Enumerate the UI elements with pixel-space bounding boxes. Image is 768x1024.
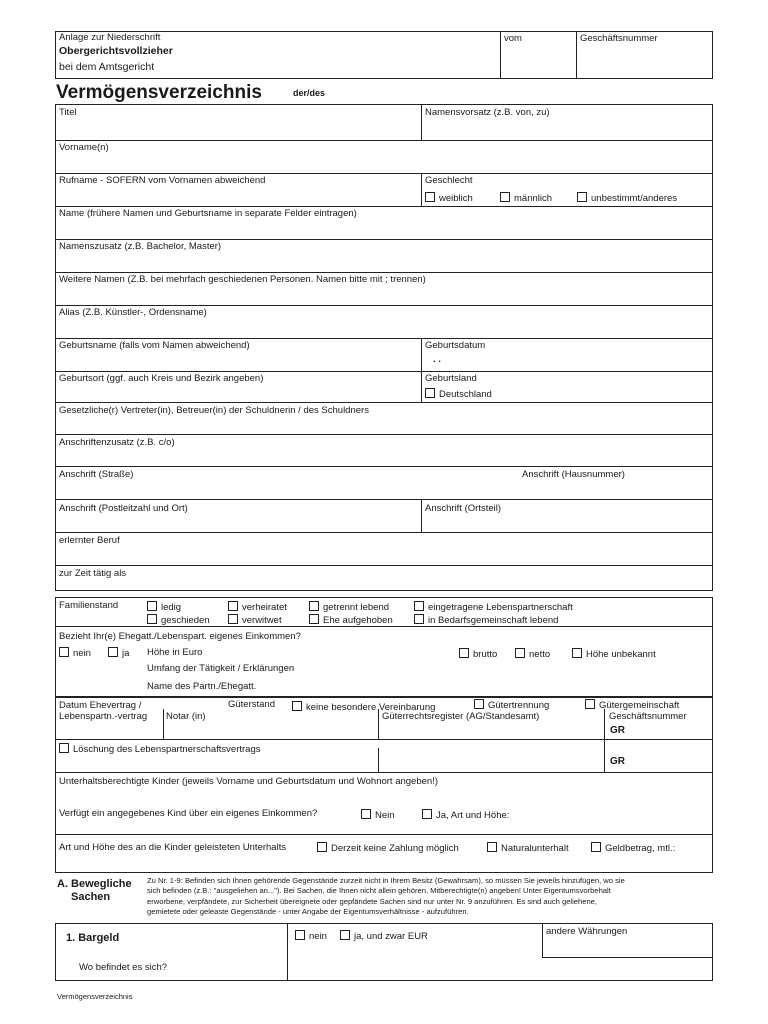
footer-label: Vermögensverzeichnis [57, 992, 133, 1001]
checkbox-label: geschieden [161, 615, 210, 626]
label-gueterrechtsregister: Güterrechtsregister (AG/Standesamt) [382, 711, 540, 722]
anschrift-ortsteil-field[interactable] [422, 515, 712, 531]
namenszusatz-field[interactable] [56, 253, 712, 271]
col-line [421, 173, 422, 206]
checkbox-einkommen-ja[interactable] [108, 647, 129, 659]
label-gr-1: GR [610, 725, 625, 736]
checkbox-label: Geldbetrag, mtl.: [605, 843, 676, 854]
checkbox-square [309, 614, 319, 624]
label-alias: Alias (Z.B. Künstler-, Ordensname) [59, 307, 207, 318]
checkbox-label: Deutschland [439, 389, 492, 400]
weitere-namen-field[interactable] [56, 286, 712, 304]
label-anschrift-hausnummer: Anschrift (Hausnummer) [522, 469, 625, 480]
checkbox-label: eingetragene Lebenspartnerschaft [428, 602, 573, 613]
label-name: Name (frühere Namen und Geburtsname in separate Felder eintragen) [59, 208, 357, 219]
anschrift-strasse-field[interactable] [56, 481, 712, 498]
checkbox-lebenspartnerschaft[interactable] [414, 601, 573, 613]
col-line [604, 709, 605, 773]
children-box [55, 773, 713, 873]
checkbox-square [317, 842, 327, 852]
row-line [55, 338, 713, 339]
row-line [55, 402, 713, 403]
checkbox-square [340, 930, 350, 940]
label-geschlecht: Geschlecht [425, 175, 473, 186]
label-einkommen-frage: Bezieht Ihr(e) Ehegatt./Lebenspart. eigenes Einkommen? [59, 631, 301, 642]
checkbox-label: in Bedarfsgemeinschaft lebend [428, 615, 559, 626]
checkbox-bargeld-ja[interactable] [340, 930, 428, 942]
header-office: Obergerichtsvollzieher [59, 45, 173, 57]
label-unterhalt: Art und Höhe des an die Kinder geleisteten Unterhalts [59, 842, 287, 853]
checkbox-label: ja, und zwar EUR [354, 931, 428, 942]
checkbox-geschieden[interactable] [147, 614, 210, 626]
checkbox-label: netto [529, 649, 551, 660]
label-datum-ehevertrag: Datum Ehevertrag / [59, 700, 142, 711]
checkbox-square [572, 648, 582, 658]
checkbox-label: Höhe unbekannt [586, 649, 656, 660]
label-anschrift-ortsteil: Anschrift (Ortsteil) [425, 503, 502, 514]
section-a-title-2: Sachen [71, 891, 111, 903]
checkbox-label: verheiratet [242, 602, 287, 613]
checkbox-square [59, 647, 69, 657]
label-wo-befindet: Wo befindet es sich? [79, 962, 168, 973]
col-line [542, 923, 543, 957]
checkbox-square [147, 601, 157, 611]
checkbox-square [591, 842, 601, 852]
row-line [55, 305, 713, 306]
row-line [55, 371, 713, 372]
row-line [55, 140, 713, 141]
checkbox-square [59, 743, 69, 753]
label-geburtsort: Geburtsort (ggf. auch Kreis und Bezirk angeben) [59, 373, 264, 384]
label-geburtsdatum: Geburtsdatum [425, 340, 486, 351]
vertreter-field[interactable] [56, 417, 712, 433]
checkbox-label: Gütertrennung [488, 700, 550, 711]
geburtsname-field[interactable] [56, 352, 420, 370]
checkbox-label: männlich [514, 193, 553, 204]
checkbox-label: ja [122, 648, 130, 659]
checkbox-square [228, 601, 238, 611]
checkbox-square [500, 192, 510, 202]
row-line [55, 834, 713, 835]
checkbox-verheiratet[interactable] [228, 601, 287, 613]
row-line [55, 466, 713, 467]
checkbox-getrennt[interactable] [309, 601, 389, 613]
checkbox-square [425, 388, 435, 398]
row-line [55, 239, 713, 240]
checkbox-bedarfsgemeinschaft[interactable] [414, 614, 558, 626]
checkbox-maennlich[interactable] [500, 192, 552, 204]
checkbox-ehe-aufgehoben[interactable] [309, 614, 393, 626]
section-a-note-2: sich befinden (z.B.: "ausgeliehen an..."). Bei Sachen, die Ihnen nicht allein gehören, Mitberechtigte(n) angeben! Unter Eigentumsvorbehalt [147, 886, 611, 895]
rufname-field[interactable] [56, 187, 420, 205]
checkbox-label: Löschung des Lebenspartnerschaftsvertrags [73, 744, 261, 755]
checkbox-square [425, 192, 435, 202]
row-line [55, 739, 713, 740]
checkbox-square [422, 809, 432, 819]
header-divider-2 [576, 31, 577, 79]
checkbox-label: brutto [473, 649, 498, 660]
checkbox-hoehe-unbekannt[interactable] [572, 648, 656, 660]
header-vom: vom [504, 33, 522, 44]
checkbox-kind-ja[interactable] [422, 809, 509, 821]
geburtsdatum-dots[interactable]: . . [433, 354, 441, 365]
row-line [55, 565, 713, 566]
checkbox-derzeit-keine[interactable] [317, 842, 459, 854]
checkbox-label: Ja, Art und Höhe: [436, 810, 510, 821]
label-anschriftenzusatz: Anschriftenzusatz (z.B. c/o) [59, 437, 175, 448]
geburtsort-field[interactable] [56, 385, 420, 401]
namensvorsatz-field[interactable] [422, 119, 712, 139]
checkbox-geldbetrag[interactable] [591, 842, 675, 854]
checkbox-square [515, 648, 525, 658]
label-weitere-namen: Weitere Namen (Z.B. bei mehrfach geschiedenen Personen. Namen bitte mit ; trennen) [59, 274, 426, 285]
checkbox-square [414, 601, 424, 611]
beruf-field[interactable] [56, 547, 712, 564]
label-titel: Titel [59, 107, 77, 118]
checkbox-ledig[interactable] [147, 601, 181, 613]
checkbox-brutto[interactable] [459, 648, 497, 660]
checkbox-bargeld-nein[interactable] [295, 930, 327, 942]
label-familienstand: Familienstand [59, 600, 119, 611]
checkbox-label: Naturalunterhalt [501, 843, 569, 854]
checkbox-deutschland[interactable] [425, 388, 492, 400]
checkbox-square [474, 699, 484, 709]
label-hoehe: Höhe in Euro [147, 647, 203, 658]
bargeld-amount-field[interactable] [288, 945, 541, 980]
label-notar: Notar (in) [166, 711, 206, 722]
checkbox-square [228, 614, 238, 624]
row-line [55, 206, 713, 207]
checkbox-square [309, 601, 319, 611]
checkbox-netto[interactable] [515, 648, 550, 660]
header-divider-1 [500, 31, 501, 79]
checkbox-kind-nein[interactable] [361, 809, 395, 821]
label-geburtsland: Geburtsland [425, 373, 477, 384]
label-beruf: erlernter Beruf [59, 535, 120, 546]
row-line [542, 957, 713, 958]
header-geschaeftsnummer: Geschäftsnummer [580, 33, 658, 44]
checkbox-square [361, 809, 371, 819]
checkbox-label: unbestimmt/anderes [591, 193, 678, 204]
header-anlage: Anlage zur Niederschrift [59, 32, 161, 43]
row-line [55, 434, 713, 435]
checkbox-label: weiblich [439, 193, 473, 204]
checkbox-naturalunterhalt[interactable] [487, 842, 569, 854]
checkbox-weiblich[interactable] [425, 192, 473, 204]
label-umfang: Umfang der Tätigkeit / Erklärungen [147, 663, 295, 674]
checkbox-label: Nein [375, 810, 395, 821]
label-namenszusatz: Namenszusatz (z.B. Bachelor, Master) [59, 241, 222, 252]
page-title-suffix: der/des [293, 88, 326, 98]
label-anschrift-strasse: Anschrift (Straße) [59, 469, 134, 480]
anschrift-plz-field[interactable] [56, 515, 420, 531]
bargeld-title: 1. Bargeld [66, 932, 120, 944]
checkbox-square [292, 701, 302, 711]
label-geburtsname: Geburtsname (falls vom Namen abweichend) [59, 340, 250, 351]
label-andere-waehrungen: andere Währungen [546, 926, 628, 937]
label-gueterstand: Güterstand [228, 699, 275, 710]
row-line [55, 173, 713, 174]
checkbox-einkommen-nein[interactable] [59, 647, 91, 659]
checkbox-square [585, 699, 595, 709]
label-namensvorsatz: Namensvorsatz (z.B. von, zu) [425, 107, 550, 118]
col-line [378, 709, 379, 739]
checkbox-label: verwitwet [242, 615, 282, 626]
checkbox-label: Gütergemeinschaft [599, 700, 680, 711]
col-line [421, 338, 422, 402]
label-kinder-frage: Verfügt ein angegebenes Kind über ein eigenes Einkommen? [59, 808, 318, 819]
section-a-note-1: Zu Nr. 1-9: Befinden sich Ihnen gehörende Gegenstände zurzeit nicht in Ihrem Besitz (Gewahrsam), so müssen Sie jeweils hinzufügen, wo sie [147, 876, 625, 885]
checkbox-guetertrennung[interactable] [474, 699, 549, 711]
checkbox-label: getrennt lebend [323, 602, 390, 613]
header-court: bei dem Amtsgericht [59, 61, 155, 73]
titel-field[interactable] [56, 119, 420, 139]
checkbox-square [414, 614, 424, 624]
checkbox-guetergemeinschaft[interactable] [585, 699, 679, 711]
row-line [55, 272, 713, 273]
label-vorname: Vorname(n) [59, 142, 109, 153]
checkbox-label: nein [309, 931, 327, 942]
taetig-field[interactable] [56, 580, 712, 590]
row-line [55, 697, 713, 698]
label-gr-2: GR [610, 756, 625, 767]
row-line [55, 532, 713, 533]
checkbox-label: Derzeit keine Zahlung möglich [331, 843, 459, 854]
section-a-title: A. Bewegliche [57, 878, 132, 890]
label-lebenspartn-vertrag: Lebenspartn.-vertrag [59, 711, 148, 722]
checkbox-label: ledig [161, 602, 182, 613]
vorname-field[interactable] [56, 154, 712, 172]
col-line [163, 709, 164, 739]
checkbox-square [108, 647, 118, 657]
label-ehevertrag-geschaeftsnummer: Geschäftsnummer [609, 711, 687, 722]
checkbox-square [459, 648, 469, 658]
checkbox-square [295, 930, 305, 940]
checkbox-label: nein [73, 648, 91, 659]
label-rufname: Rufname - SOFERN vom Vornamen abweichend [59, 175, 266, 186]
col-line [378, 748, 379, 773]
anschriftenzusatz-field[interactable] [56, 449, 712, 465]
alias-field[interactable] [56, 319, 712, 337]
checkbox-loeschung[interactable] [59, 743, 260, 755]
checkbox-label: keine besondere Vereinbarung [306, 702, 436, 713]
page-title: Vermögensverzeichnis [56, 82, 262, 103]
label-vertreter: Gesetzliche(r) Vertreter(in), Betreuer(in) der Schuldnerin / des Schuldners [59, 405, 369, 416]
label-kinder: Unterhaltsberechtigte Kinder (jeweils Vorname und Geburtsdatum und Wohnort angeben!) [59, 776, 438, 787]
label-name-partner: Name des Partn./Ehegatt. [147, 681, 257, 692]
checkbox-verwitwet[interactable] [228, 614, 282, 626]
checkbox-square [487, 842, 497, 852]
checkbox-square [577, 192, 587, 202]
section-a-note-4: gemietete oder geleaste Gegenstände - unter Angabe der Eigentumsverhältnisse - aufzuführen. [147, 907, 469, 916]
name-field[interactable] [56, 220, 712, 238]
section-a-note-3: erworbene, verpfändete, zur Sicherheit übereignete oder gepfändete Sachen sind nur unter Nr. 9 anzuführen. Es sind auch geliehene, [147, 897, 598, 906]
checkbox-unbestimmt[interactable] [577, 192, 677, 204]
label-taetig: zur Zeit tätig als [59, 568, 127, 579]
row-line [55, 499, 713, 500]
label-anschrift-plz: Anschrift (Postleitzahl und Ort) [59, 503, 188, 514]
checkbox-square [147, 614, 157, 624]
checkbox-label: Ehe aufgehoben [323, 615, 393, 626]
